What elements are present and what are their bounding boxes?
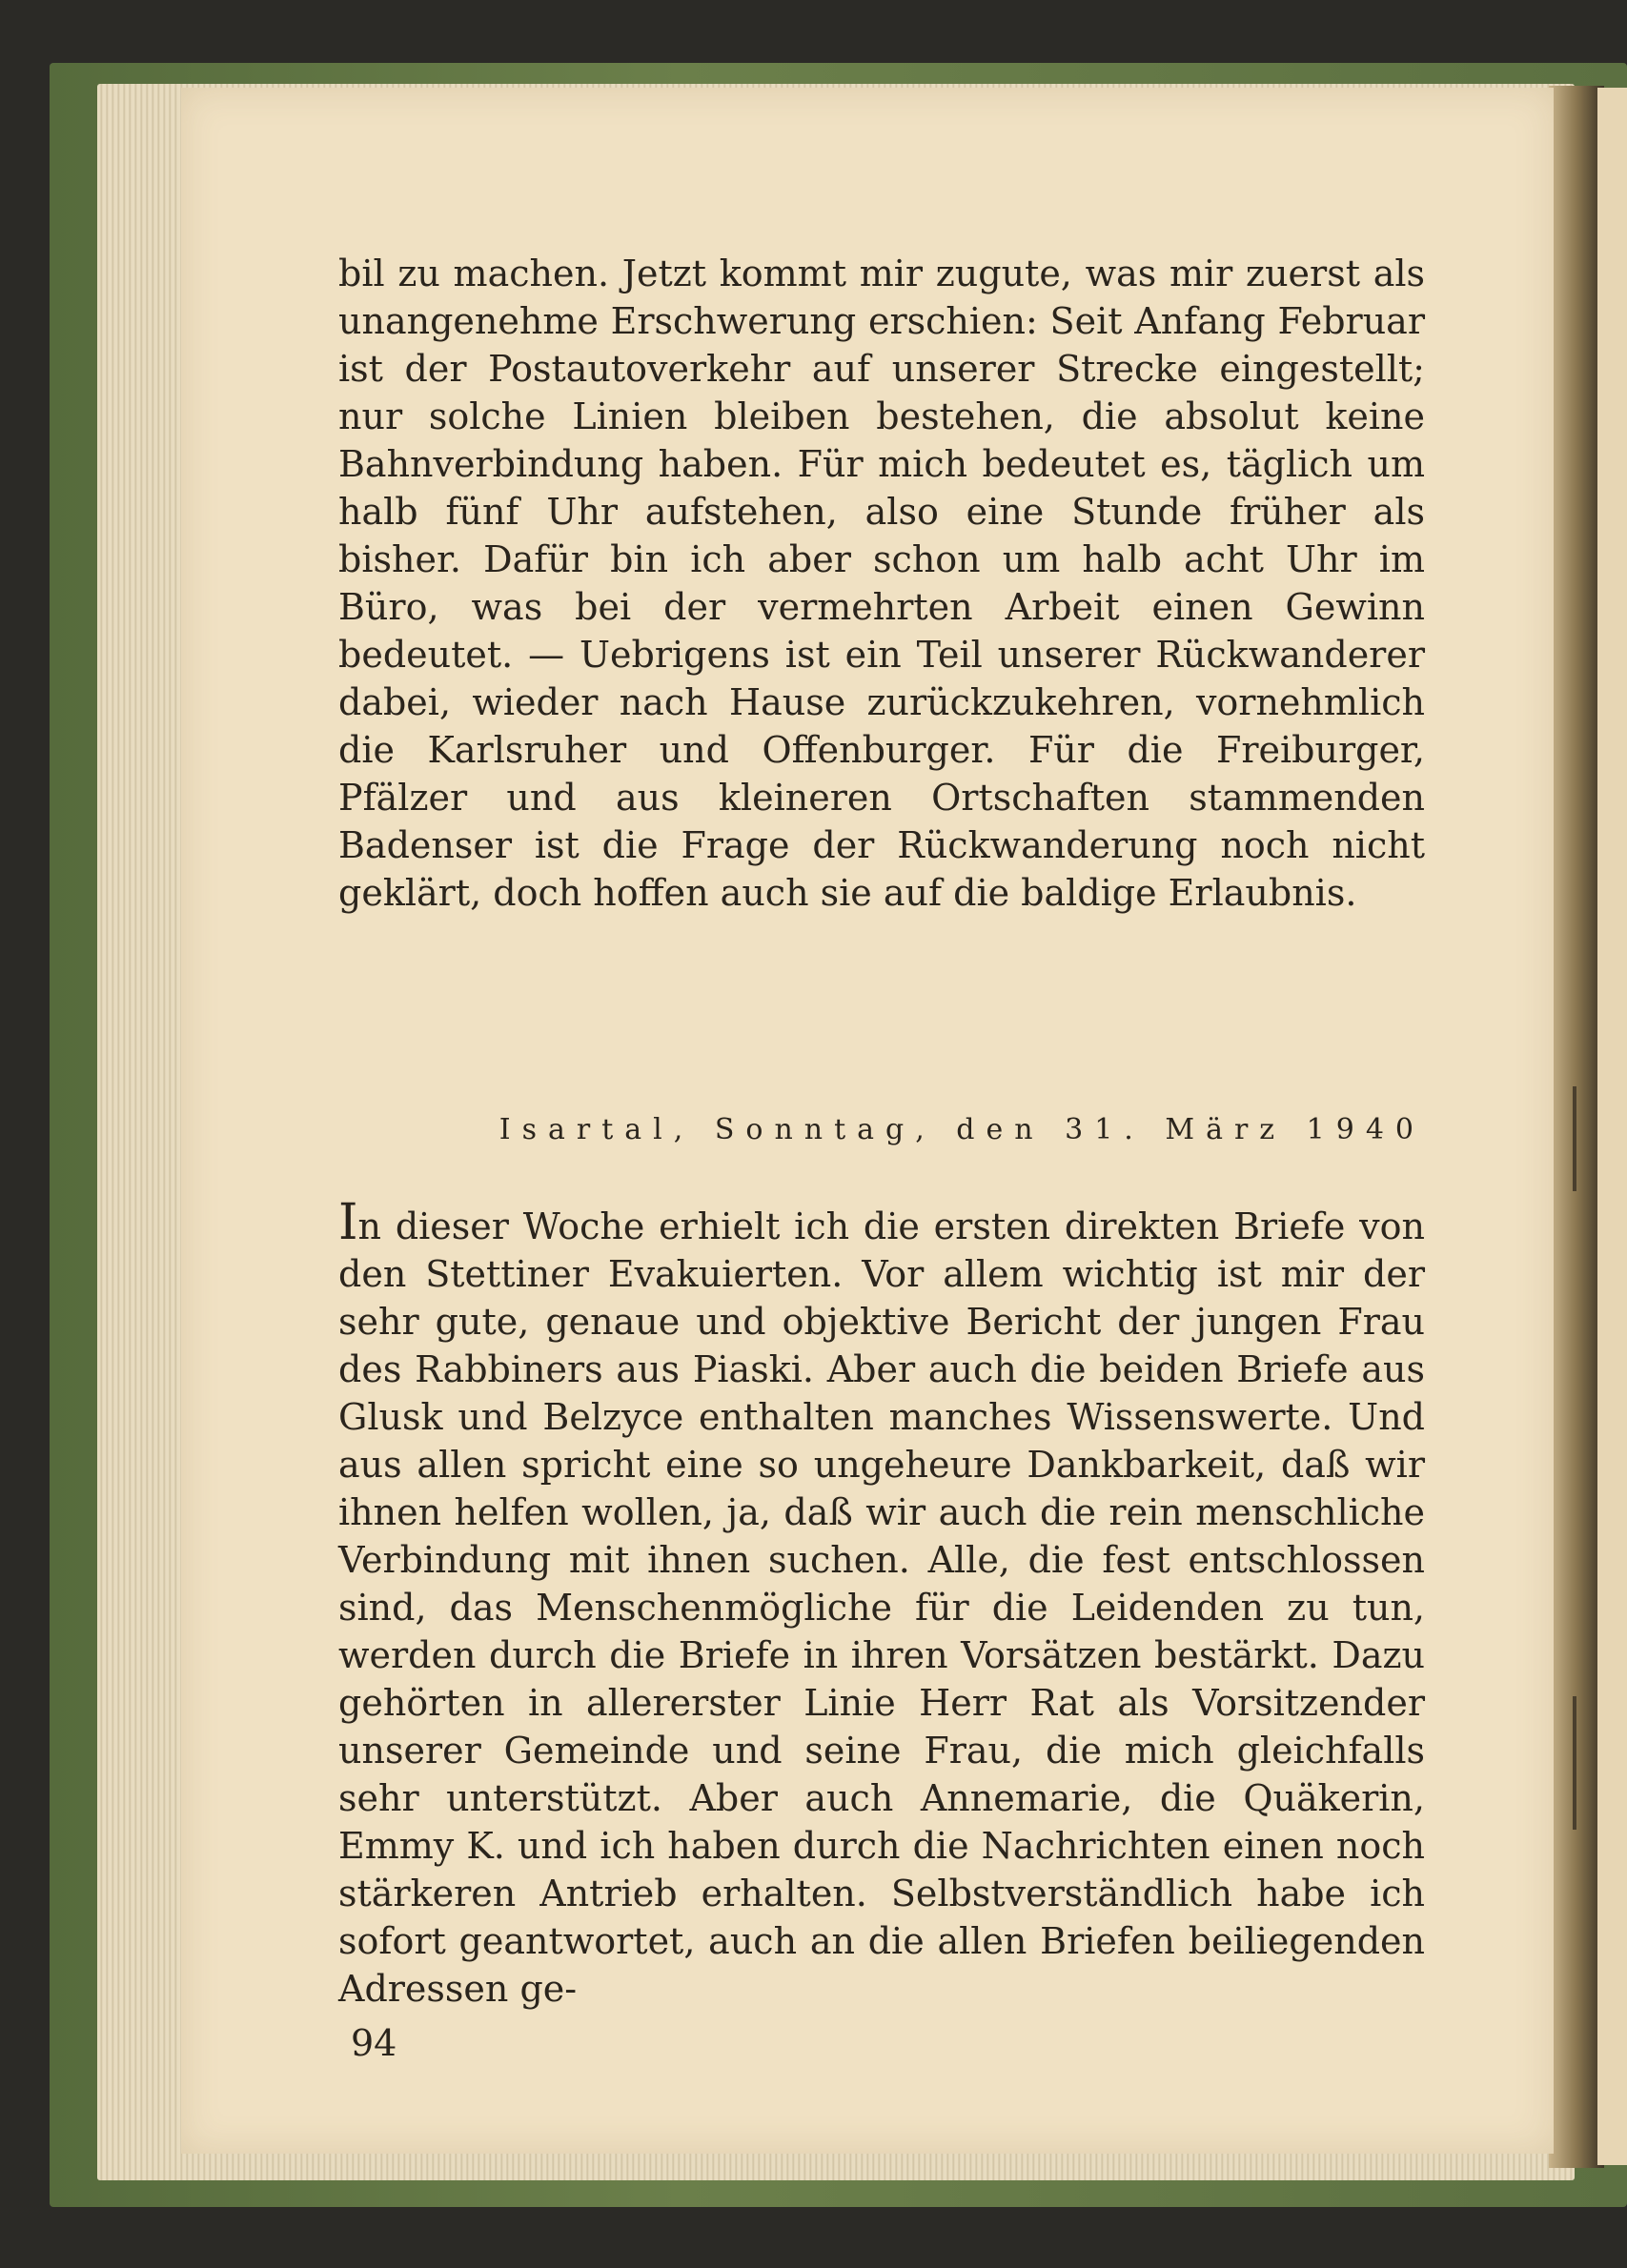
- page-number: 94: [351, 2022, 397, 2064]
- dateline-heading: Isartal, Sonntag, den 31. März 1940: [498, 1113, 1425, 1146]
- initial-letter: I: [338, 1194, 358, 1251]
- book-gutter: [1549, 86, 1604, 2168]
- paragraph-text: bil zu machen. Jetzt kommt mir zugute, was mir zuerst als unangenehme Erschwerung erschien: Seit Anfang Februar ist der Postautoverkehr auf unserer Strecke eingestellt; nur solche Linien bleiben bestehen, die absolut keine Bahnverbindung haben. Für mich bedeutet es, täglich um halb fünf Uhr aufstehen, also eine Stunde früher als bisher. Dafür bin ich aber schon um halb acht Uhr im Büro, was bei der vermehrten Arbeit einen Gewinn bedeutet. — Uebrigens ist ein Teil unserer Rückwanderer dabei, wieder nach Hause zurückzukehren, vornehmlich die Karlsruher und Offenburger. Für die Freiburger, Pfälzer und aus kleineren Ortschaften stammenden Badenser ist die Frage der Rückwanderung noch nicht geklärt, doch hoffen auch sie auf die baldige Erlaubnis.: [338, 253, 1425, 914]
- body-paragraph-1: [338, 250, 1425, 917]
- page-edge-mark: [1573, 1696, 1576, 1830]
- paragraph-rest: n dieser Woche erhielt ich die ersten direkten Briefe von den Stettiner Evakuierten. Vor allem wichtig ist mir der sehr gute, genaue und objektive Bericht der jungen Frau des Rabbiners aus Piaski. Aber auch die beiden Briefe aus Glusk und Belzyce enthalten manches Wissenswerte. Und aus allen spricht eine so ungeheure Dankbarkeit, daß wir ihnen helfen wollen, ja, daß wir auch die rein menschliche Verbindung mit ihnen suchen. Alle, die fest entschlossen sind, das Menschenmögliche für die Leidenden zu tun, werden durch die Briefe in ihren Vorsätzen bestärkt. Dazu gehörten in allererster Linie Herr Rat als Vorsitzender unserer Gemeinde und seine Frau, die mich gleichfalls sehr unterstützt. Aber auch Annemarie, die Quäkerin, Emmy K. und ich haben durch die Nachrichten einen noch stärkeren Antrieb erhalten. Selbstverständlich habe ich sofort geantwortet, auch an die allen Briefen beiliegenden Adressen ge-: [338, 1205, 1425, 2010]
- body-paragraph-2: [338, 1194, 1425, 2013]
- facing-page-edge: [1597, 88, 1627, 2165]
- page-edge-mark: [1573, 1086, 1576, 1191]
- paragraph-text: [338, 1194, 1425, 2013]
